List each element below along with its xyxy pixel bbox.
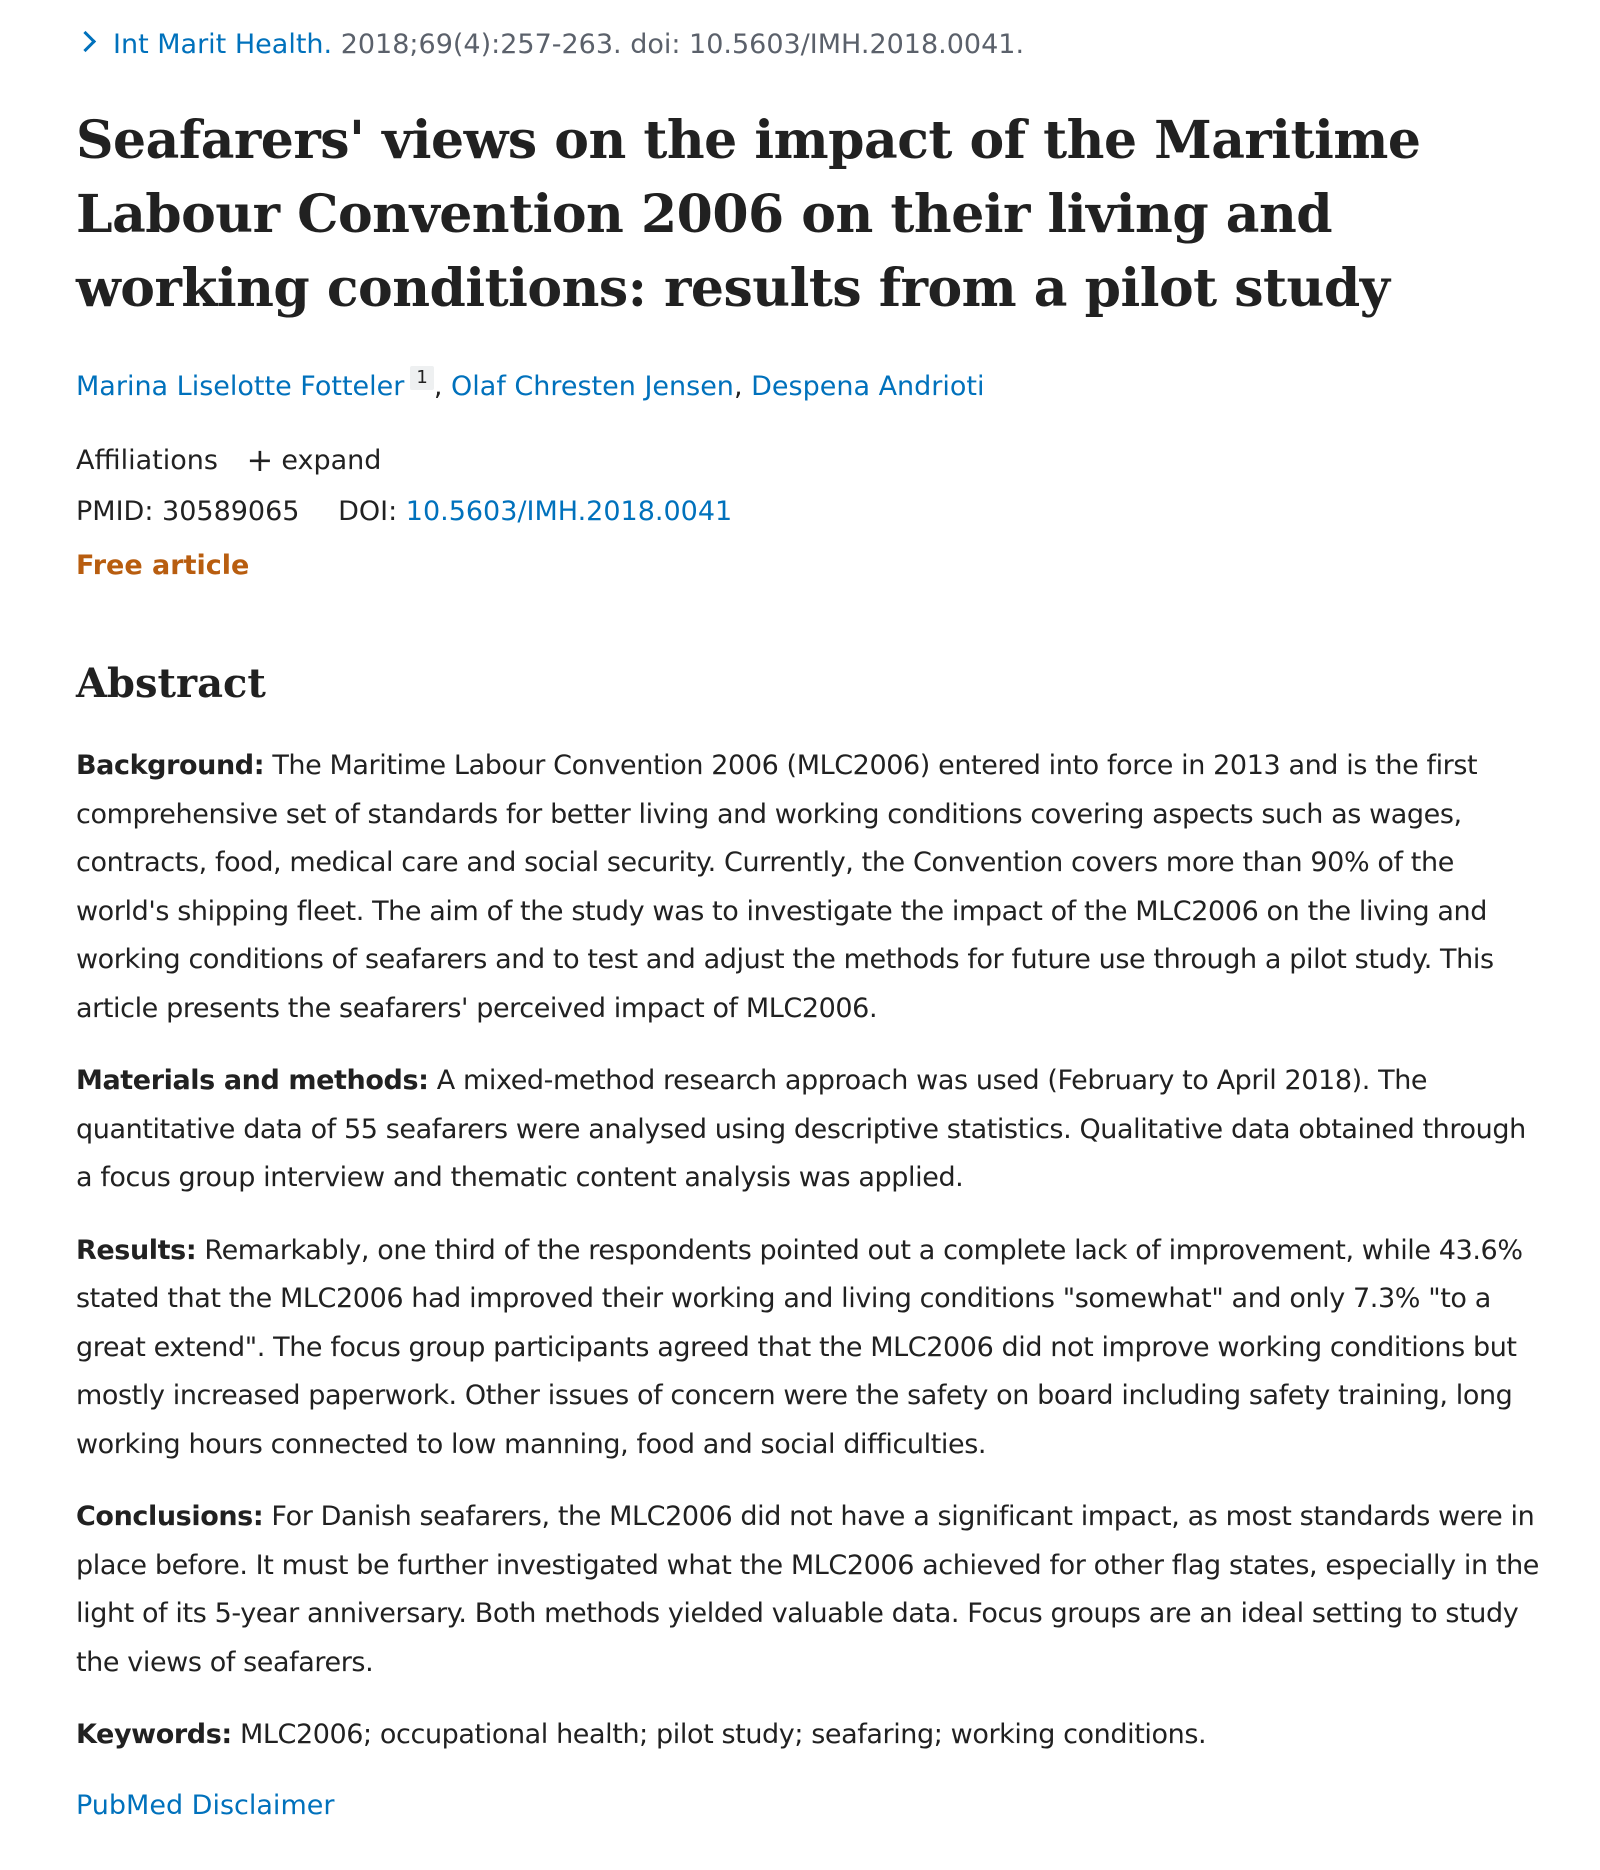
author-separator: , [733, 371, 752, 402]
section-text: A mixed-method research approach was used (February to April 2018). The quantitative data of 55 seafarers were analysed using descriptive statistics. Qualitative data obtained through a focus group interview and thematic content analysis was applied. [76, 1065, 1526, 1193]
author-link[interactable]: Marina Liselotte Fotteler [76, 371, 405, 402]
section-label: Results: [76, 1234, 197, 1266]
affiliation-ref-badge[interactable]: 1 [410, 366, 433, 390]
author-link[interactable]: Despena Andrioti [751, 371, 985, 402]
section-label: Conclusions: [76, 1501, 264, 1532]
author-link[interactable]: Olaf Chresten Jensen [451, 371, 734, 402]
abstract-section-background [76, 742, 1550, 1033]
abstract-section-results [76, 1227, 1550, 1470]
abstract-section-conclusions [76, 1493, 1550, 1687]
section-text: The Maritime Labour Convention 2006 (MLC2006) entered into force in 2013 and is the first comprehensive set of standards for better living and working conditions covering aspects such as wages, contracts, food, medical care and social security. Currently, the Convention covers more than 90% of the world's shipping fleet. The aim of the study was to investigate the impact of the MLC2006 on the living and working conditions of seafarers and to test and adjust the methods for future use through a pilot study. This article presents the seafarers' perceived impact of MLC2006. [76, 750, 1494, 1024]
article-title: Seafarers' views on the impact of the Maritime Labour Convention 2006 on their living and working conditions: results from a pilot study [76, 110, 1421, 319]
expand-label: expand [281, 445, 382, 476]
keywords-text: MLC2006; occupational health; pilot study; seafaring; working conditions. [239, 1719, 1207, 1750]
journal-link[interactable]: Int Marit Health. [113, 29, 333, 60]
keywords-label: Keywords: [76, 1719, 232, 1750]
chevron-right-icon[interactable] [75, 31, 96, 52]
affiliations-label: Affiliations [76, 445, 218, 476]
abstract-heading: Abstract [76, 660, 266, 707]
section-label: Materials and methods: [76, 1065, 429, 1096]
section-label: Background: [76, 750, 265, 781]
section-text: For Danish seafarers, the MLC2006 did not have a significant impact, as most standards were in place before. It must be further investigated what the MLC2006 achieved for other flag states, especially in the light of its 5-year anniversary. Both methods yielded valuable data. Focus groups are an ideal setting to study the views of seafarers. [76, 1501, 1539, 1678]
citation-line [76, 26, 1024, 64]
author-list [76, 366, 985, 407]
pmid-value: 30589065 [162, 496, 300, 527]
plus-icon: + [246, 441, 274, 479]
abstract-section-methods [76, 1057, 1550, 1203]
identifiers-row [76, 492, 732, 532]
affiliations-row [76, 438, 381, 481]
section-text: Remarkably, one third of the respondents pointed out a complete lack of improvement, while 43.6% stated that the MLC2006 had improved their working and living conditions "somewhat" and only 7.3% "to a great extend". The focus group participants agreed that the MLC2006 did not improve working conditions but mostly increased paperwork. Other issues of concern were the safety on board including safety training, long working hours connected to low manning, food and social difficulties. [76, 1234, 1523, 1460]
free-article-badge: Free article [76, 550, 250, 581]
keywords [76, 1711, 1550, 1760]
pubmed-disclaimer-link[interactable]: PubMed Disclaimer [76, 1790, 335, 1821]
doi-link[interactable]: 10.5603/IMH.2018.0041 [405, 496, 733, 527]
abstract-body [76, 742, 1550, 1784]
doi-label: DOI: [338, 496, 398, 527]
citation-details: 2018;69(4):257-263. doi: 10.5603/IMH.2018.0041. [340, 29, 1025, 60]
pmid-label: PMID: [76, 496, 154, 527]
author-separator: , [433, 371, 452, 402]
expand-affiliations-button[interactable] [246, 441, 382, 479]
